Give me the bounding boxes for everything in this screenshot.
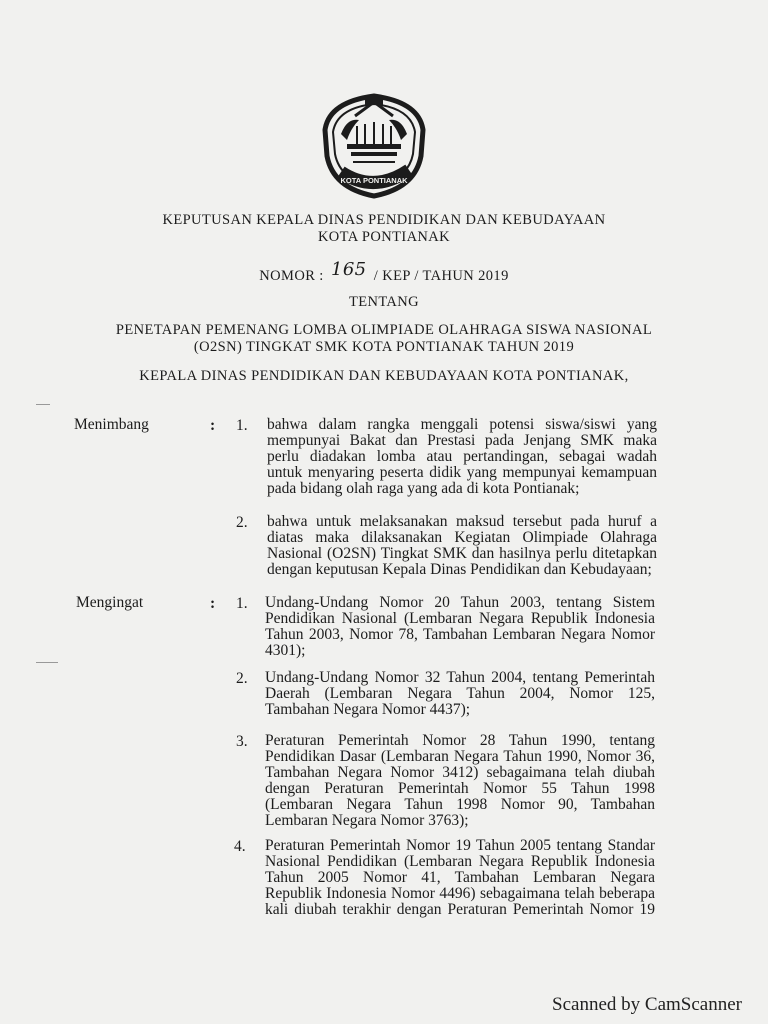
menimbang-colon: : — [210, 417, 216, 434]
text-line: Tahun 2003, Nomor 78, Tambahan Lembaran Negara Nomor — [265, 626, 655, 643]
scan-mark — [36, 404, 50, 405]
decree-title-line1: KEPUTUSAN KEPALA DINAS PENDIDIKAN DAN KEBUDAYAAN — [162, 212, 606, 228]
mengingat-item-number: 4. — [234, 838, 246, 855]
menimbang-item-number: 2. — [236, 514, 248, 531]
text-line: Peraturan Pemerintah Nomor 28 Tahun 1990, tentang — [265, 732, 655, 749]
text-line: Pendidikan Dasar (Lembaran Negara Tahun 1990, Nomor 36, — [265, 748, 655, 765]
camscanner-watermark: Scanned by CamScanner — [552, 994, 742, 1015]
text-line: 4301); — [265, 642, 306, 659]
mengingat-colon: : — [210, 595, 216, 612]
subject-line2: (O2SN) TINGKAT SMK KOTA PONTIANAK TAHUN 2019 — [193, 339, 575, 355]
text-line: Lembaran Negara Nomor 3763); — [265, 812, 469, 829]
nomor-handwritten-number: 165 — [330, 259, 367, 280]
text-line: bahwa dalam rangka menggali potensi siswa/siswi yang — [267, 416, 657, 433]
kota-pontianak-emblem-icon — [313, 88, 435, 200]
text-line: dengan Peraturan Pemerintah Nomor 55 Tahun 1998 — [265, 780, 655, 797]
mengingat-item-4 — [265, 838, 655, 918]
text-line: mempunyai Bakat dan Prestasi pada Jenjang SMK maka — [267, 432, 657, 449]
nomor-prefix: NOMOR : — [259, 268, 324, 284]
text-line: bahwa untuk melaksanakan maksud tersebut pada huruf a — [267, 513, 657, 530]
text-line: kali diubah terakhir dengan Peraturan Pemerintah Nomor 19 — [265, 901, 655, 918]
text-line: Peraturan Pemerintah Nomor 19 Tahun 2005 tentang Standar — [265, 837, 655, 854]
mengingat-label: Mengingat — [76, 594, 144, 611]
text-line: Undang-Undang Nomor 32 Tahun 2004, tentang Pemerintah — [265, 669, 655, 686]
decree-number — [0, 259, 768, 285]
text-line: untuk menyaring peserta didik yang mempunyai kemampuan — [267, 464, 657, 481]
menimbang-item-2 — [267, 514, 657, 578]
text-line: diatas maka dilaksanakan Kegiatan Olimpiade Olahraga — [267, 529, 657, 546]
text-line: Nasional (O2SN) Tingkat SMK dan hasilnya perlu ditetapkan — [267, 545, 657, 562]
text-line: Republik Indonesia Nomor 4496) sebagaimana telah beberapa — [265, 885, 655, 902]
nomor-suffix: / KEP / TAHUN 2019 — [373, 268, 509, 284]
mengingat-item-1 — [265, 595, 655, 659]
text-line: Pendidikan Nasional (Lembaran Negara Republik Indonesia — [265, 610, 655, 627]
text-line: Daerah (Lembaran Negara Tahun 2004, Nomor 125, — [265, 685, 655, 702]
text-line: Tambahan Negara Nomor 4437); — [265, 701, 471, 718]
text-line: Tambahan Negara Nomor 3412) sebagaimana telah diubah — [265, 764, 655, 781]
text-line: Tahun 2005 Nomor 41, Tambahan Lembaran Negara — [265, 869, 655, 886]
svg-text:KOTA PONTIANAK: KOTA PONTIANAK — [340, 176, 408, 185]
tentang-heading: TENTANG — [348, 294, 420, 310]
mengingat-item-number: 2. — [236, 670, 248, 687]
text-line: pada bidang olah raga yang ada di kota Pontianak; — [267, 480, 580, 497]
scan-mark — [36, 662, 58, 663]
mengingat-item-2 — [265, 670, 655, 718]
mengingat-item-number: 3. — [236, 733, 248, 750]
menimbang-item-number: 1. — [236, 417, 248, 434]
text-line: Undang-Undang Nomor 20 Tahun 2003, tentang Sistem — [265, 594, 655, 611]
text-line: (Lembaran Negara Tahun 1998 Nomor 90, Tambahan — [265, 796, 655, 813]
menimbang-item-1 — [267, 417, 657, 497]
menimbang-label: Menimbang — [74, 416, 149, 433]
mengingat-item-number: 1. — [236, 595, 248, 612]
decree-title-line2: KOTA PONTIANAK — [317, 229, 451, 245]
subject-line1: PENETAPAN PEMENANG LOMBA OLIMPIADE OLAHRAGA SISWA NASIONAL — [115, 322, 653, 338]
text-line: dengan keputusan Kepala Dinas Pendidikan dan Kebudayaan; — [267, 561, 652, 578]
authority-heading: KEPALA DINAS PENDIDIKAN DAN KEBUDAYAAN KOTA PONTIANAK, — [139, 368, 629, 384]
text-line: perlu diadakan lomba atau pertandingan, sebagai wadah — [267, 448, 657, 465]
mengingat-item-3 — [265, 733, 655, 829]
text-line: Nasional Pendidikan (Lembaran Negara Republik Indonesia — [265, 853, 655, 870]
